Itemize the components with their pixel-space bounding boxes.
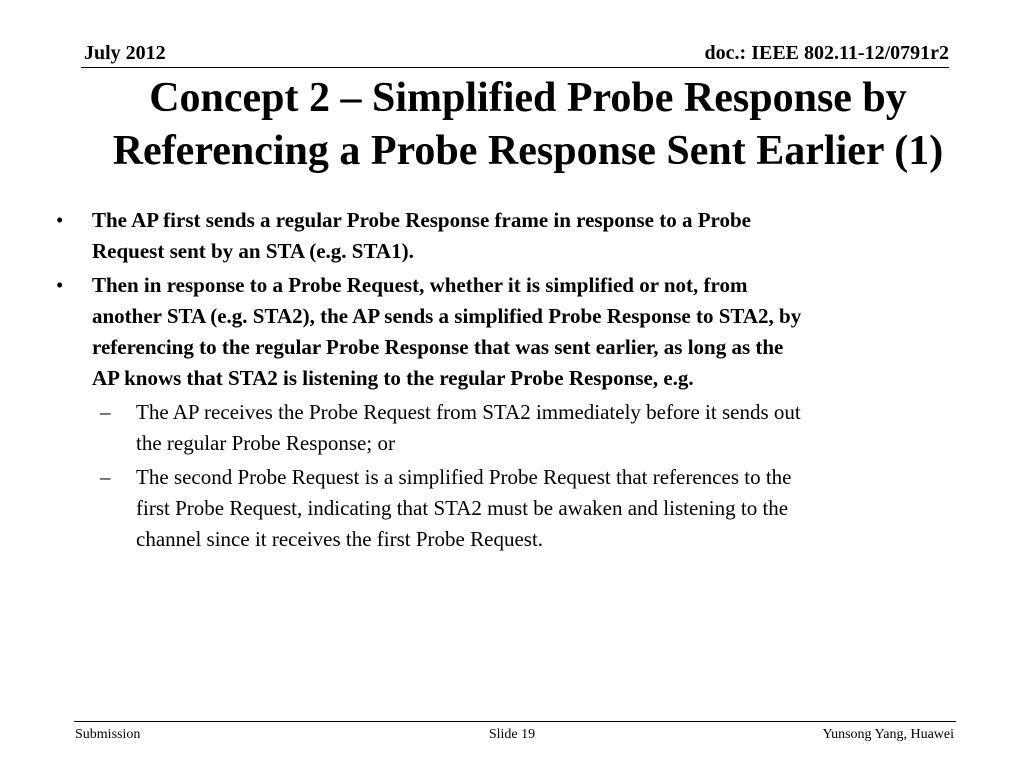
sub-bullet-line: the regular Probe Response; or <box>136 431 395 455</box>
sub-bullet-line: channel since it receives the first Probe Request. <box>136 527 544 551</box>
bullet-line: referencing to the regular Probe Response that was sent earlier, as long as the <box>92 335 784 359</box>
header-date: July 2012 <box>84 42 166 64</box>
slide-body <box>56 205 976 558</box>
sub-bullet-line: The AP receives the Probe Request from STA2 immediately before it sends out <box>136 400 801 424</box>
footer-slide-number: Slide 19 <box>488 727 536 742</box>
footer-divider <box>74 721 956 722</box>
bullet-line: The AP first sends a regular Probe Response frame in response to a Probe <box>92 208 751 232</box>
title-line-2: Referencing a Probe Response Sent Earlier (1) <box>112 128 944 174</box>
bullet-line: AP knows that STA2 is listening to the regular Probe Response, e.g. <box>92 366 694 390</box>
bullet-line: Then in response to a Probe Request, whether it is simplified or not, from <box>92 273 748 297</box>
slide-title <box>40 72 1016 178</box>
sub-bullet-line: The second Probe Request is a simplified Probe Request that references to the <box>136 465 792 489</box>
bullet-marker: • <box>56 208 64 232</box>
sub-bullet-marker: – <box>100 465 111 489</box>
header-doc-id: doc.: IEEE 802.11-12/0791r2 <box>704 42 949 64</box>
header-divider <box>81 67 949 68</box>
bullet-line: another STA (e.g. STA2), the AP sends a simplified Probe Response to STA2, by <box>92 304 802 328</box>
sub-bullet-item-2 <box>56 462 976 555</box>
sub-bullet-line: first Probe Request, indicating that STA2 must be awaken and listening to the <box>136 496 789 520</box>
footer-submission: Submission <box>75 727 141 742</box>
bullet-marker: • <box>56 273 64 297</box>
footer-author: Yunsong Yang, Huawei <box>822 727 954 742</box>
bullet-item-1 <box>56 205 976 267</box>
sub-bullet-item-1 <box>56 397 976 459</box>
sub-bullet-marker: – <box>100 400 111 424</box>
title-line-1: Concept 2 – Simplified Probe Response by <box>149 75 907 121</box>
bullet-line: Request sent by an STA (e.g. STA1). <box>92 239 414 263</box>
bullet-item-2 <box>56 270 976 394</box>
